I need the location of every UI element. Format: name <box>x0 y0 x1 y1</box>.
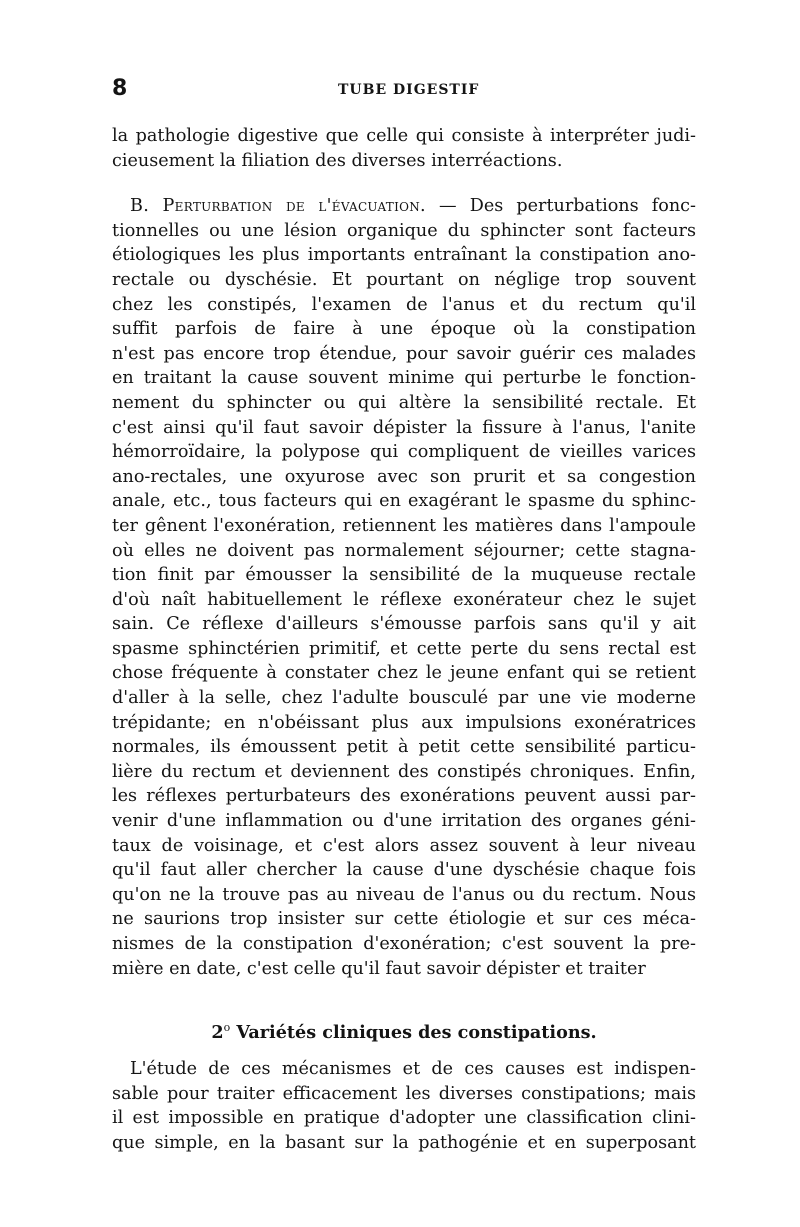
text-line: taux de voisinage, et c'est alors assez souvent à leur niveau <box>112 835 696 856</box>
text-line: d'où naît habituellement le réflexe exonérateur chez le sujet <box>112 589 696 610</box>
text-line: trépidante; en n'obéissant plus aux impulsions exonératrices <box>112 712 696 733</box>
section-b-first-line-rest: — Des perturbations fonc- <box>425 196 696 217</box>
text-line: spasme sphinctérien primitif, et cette perte du sens rectal est <box>112 638 696 659</box>
text-line: chose fréquente à constater chez le jeune enfant qui se retient <box>112 663 696 684</box>
section-2-number-sup: o <box>223 1021 231 1035</box>
text-line: sable pour traiter efficacement les diverses constipations; mais <box>112 1083 696 1104</box>
text-line: chez les constipés, l'examen de l'anus et du rectum qu'il <box>112 294 696 315</box>
section-2-number <box>211 1022 230 1043</box>
text-line: venir d'une inflammation ou d'une irritation des organes géni- <box>112 811 696 832</box>
text-line: nement du sphincter ou qui altère la sensibilité rectale. Et <box>112 392 696 413</box>
text-line: où elles ne doivent pas normalement séjourner; cette stagna- <box>112 540 696 561</box>
text-line: ter gênent l'exonération, retiennent les matières dans l'ampoule <box>112 515 696 536</box>
section-b-first-line <box>112 194 696 219</box>
book-page <box>112 70 696 1156</box>
text-line: qu'il faut aller chercher la cause d'une dyschésie chaque fois <box>112 860 696 881</box>
text-line: rectale ou dyschésie. Et pourtant on néglige trop souvent <box>112 269 696 290</box>
section-b-title: B. Perturbation de l'évacuation. <box>130 196 426 217</box>
page-number: 8 <box>112 76 128 101</box>
running-head <box>112 70 696 104</box>
text-line: étiologiques les plus importants entraînant la constipation ano- <box>112 245 696 266</box>
paragraph-varieties <box>112 1057 696 1155</box>
text-line: sain. Ce réflexe d'ailleurs s'émousse parfois sans qu'il y ait <box>112 614 696 635</box>
text-line: tionnelles ou une lésion organique du sphincter sont facteurs <box>112 220 696 241</box>
text-line: hémorroïdaire, la polypose qui compliquent de vieilles varices <box>112 442 696 463</box>
text-line: tion finit par émousser la sensibilité de la muqueuse rectale <box>112 565 696 586</box>
text-line: suffit parfois de faire à une époque où la constipation <box>112 319 696 340</box>
text-line: normales, ils émoussent petit à petit cette sensibilité particu- <box>112 737 696 758</box>
text-line: en traitant la cause souvent minime qui perturbe le fonction- <box>112 368 696 389</box>
text-line: c'est ainsi qu'il faut savoir dépister la fissure à l'anus, l'anite <box>112 417 696 438</box>
text-line: L'étude de ces mécanismes et de ces causes est indispen- <box>130 1059 696 1080</box>
text-line: cieusement la filiation des diverses interréactions. <box>112 150 563 171</box>
section-b-paragraph <box>112 194 696 981</box>
text-line: il est impossible en pratique d'adopter une classification clini- <box>112 1108 696 1129</box>
text-line: n'est pas encore trop étendue, pour savoir guérir ces malades <box>112 343 696 364</box>
text-line: la pathologie digestive que celle qui consiste à interpréter judi- <box>112 126 696 146</box>
text-line: ano-rectales, une oxyurose avec son prurit et sa congestion <box>112 466 696 487</box>
text-line: lière du rectum et deviennent des constipés chroniques. Enfin, <box>112 761 696 782</box>
text-line: mière en date, c'est celle qu'il faut savoir dépister et traiter <box>112 958 646 979</box>
text-line: nismes de la constipation d'exonération; c'est souvent la pre- <box>112 934 696 954</box>
text-line: anale, etc., tous facteurs qui en exagérant le spasme du sphinc- <box>112 491 696 512</box>
section-2-heading <box>112 1015 696 1044</box>
text-line: qu'on ne la trouve pas au niveau de l'anus ou du rectum. Nous <box>112 884 696 905</box>
text-line: ne saurions trop insister sur cette étiologie et sur ces méca- <box>112 909 696 930</box>
section-2-number-digit: 2 <box>211 1022 224 1044</box>
running-title: TUBE DIGESTIF <box>338 82 480 98</box>
text-line: d'aller à la selle, chez l'adulte bousculé par une vie moderne <box>112 688 696 709</box>
section-2-title: Variétés cliniques des constipations. <box>230 1022 597 1044</box>
text-line: les réflexes perturbateurs des exonérations peuvent aussi par- <box>112 786 696 807</box>
paragraph-intro <box>112 124 696 173</box>
text-line: que simple, en la basant sur la pathogénie et en superposant <box>112 1132 696 1153</box>
